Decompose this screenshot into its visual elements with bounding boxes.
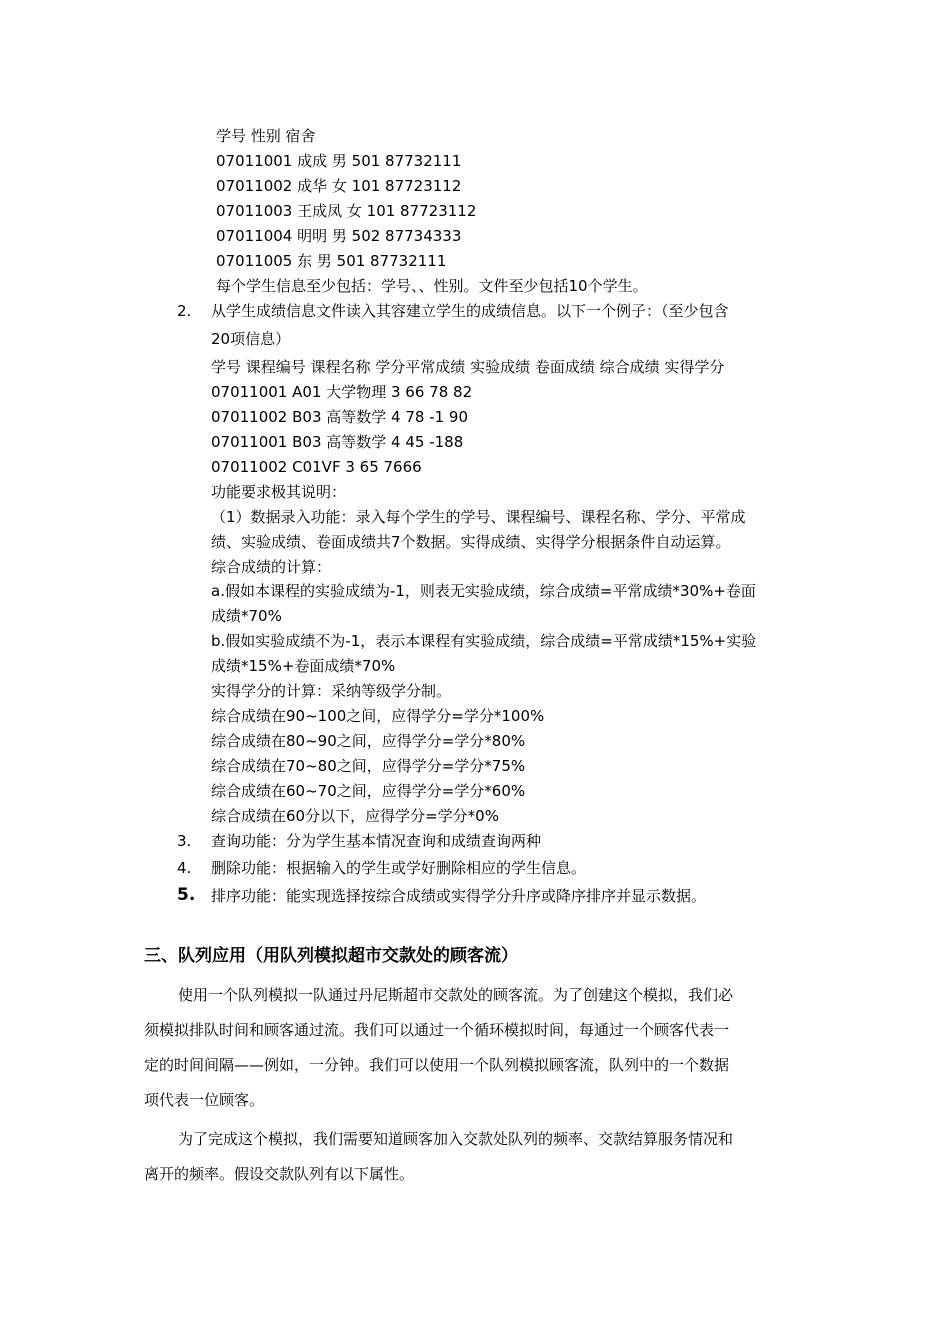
credit-rule: 综合成绩在70~80之间，应得学分=学分*75% [211, 757, 526, 775]
func-title: 功能要求极其说明： [211, 483, 347, 501]
list-number: 2. [177, 302, 192, 320]
paragraph-line: 离开的频率。假设交款队列有以下属性。 [144, 1165, 415, 1183]
item2-text: 20项信息） [211, 330, 291, 348]
item5-text: 排序功能：能实现选择按综合成绩或实得学分升序或降序排序并显示数据。 [211, 887, 707, 905]
paragraph-line: 须模拟排队时间和顾客通过流。我们可以通过一个循环模拟时间，每通过一个顾客代表一 [144, 1021, 730, 1039]
list-number: 5. [177, 885, 196, 905]
item3-text: 查询功能：分为学生基本情况查询和成绩查询两种 [211, 832, 542, 850]
func1-text: （1）数据录入功能：录入每个学生的学号、课程编号、课程名称、学分、平常成 [211, 508, 746, 526]
credit-title: 实得学分的计算：采纳等级学分制。 [211, 682, 452, 700]
student-info-row: 07011004 明明 男 502 87734333 [216, 227, 462, 245]
calc-rule-a: 成绩*70% [211, 607, 282, 625]
credit-rule: 综合成绩在90~100之间，应得学分=学分*100% [211, 707, 545, 725]
paragraph-line: 定的时间间隔——例如，一分钟。我们可以使用一个队列模拟顾客流，队列中的一个数据 [144, 1056, 730, 1074]
calc-rule-b: b.假如实验成绩不为-1，表示本课程有实验成绩，综合成绩=平常成绩*15%+实验 [211, 632, 757, 650]
student-info-row: 07011001 成成 男 501 87732111 [216, 152, 462, 170]
credit-rule: 综合成绩在60~70之间，应得学分=学分*60% [211, 782, 526, 800]
student-info-header: 学号 性别 宿舍 [216, 127, 316, 145]
student-info-row: 07011002 成华 女 101 87723112 [216, 177, 462, 195]
credit-rule: 综合成绩在60分以下，应得学分=学分*0% [211, 807, 499, 825]
student-info-row: 07011003 王成凤 女 101 87723112 [216, 202, 477, 220]
score-table-row: 07011002 C01VF 3 65 7666 [211, 458, 422, 476]
list-number: 3. [177, 832, 192, 850]
item2-text: 从学生成绩信息文件读入其容建立学生的成绩信息。以下一个例子：（至少包含 [211, 302, 729, 320]
list-number: 4. [177, 859, 192, 877]
credit-rule: 综合成绩在80~90之间，应得学分=学分*80% [211, 732, 526, 750]
func1-text: 绩、实验成绩、卷面成绩共7个数据。实得成绩、实得学分根据条件自动运算。 [211, 533, 731, 551]
calc-title: 综合成绩的计算： [211, 558, 332, 576]
score-table-row: 07011001 A01 大学物理 3 66 78 82 [211, 383, 473, 401]
calc-rule-a: a.假如本课程的实验成绩为-1，则表无实验成绩，综合成绩=平常成绩*30%+卷面 [211, 582, 756, 600]
section-heading: 三、队列应用（用队列模拟超市交款处的顾客流） [144, 946, 518, 966]
calc-rule-b: 成绩*15%+卷面成绩*70% [211, 657, 396, 675]
paragraph-line: 为了完成这个模拟，我们需要知道顾客加入交款处队列的频率、交款结算服务情况和 [178, 1130, 734, 1148]
student-info-note: 每个学生信息至少包括：学号、、性别。文件至少包括10个学生。 [216, 277, 648, 295]
paragraph-line: 项代表一位顾客。 [144, 1091, 265, 1109]
student-info-row: 07011005 东 男 501 87732111 [216, 252, 447, 270]
score-table-header: 学号 课程编号 课程名称 学分平常成绩 实验成绩 卷面成绩 综合成绩 实得学分 [211, 358, 725, 376]
item4-text: 删除功能：根据输入的学生或学好删除相应的学生信息。 [211, 859, 587, 877]
score-table-row: 07011002 B03 高等数学 4 78 -1 90 [211, 408, 469, 426]
paragraph-line: 使用一个队列模拟一队通过丹尼斯超市交款处的顾客流。为了创建这个模拟，我们必 [178, 986, 734, 1004]
score-table-row: 07011001 B03 高等数学 4 45 -188 [211, 433, 464, 451]
